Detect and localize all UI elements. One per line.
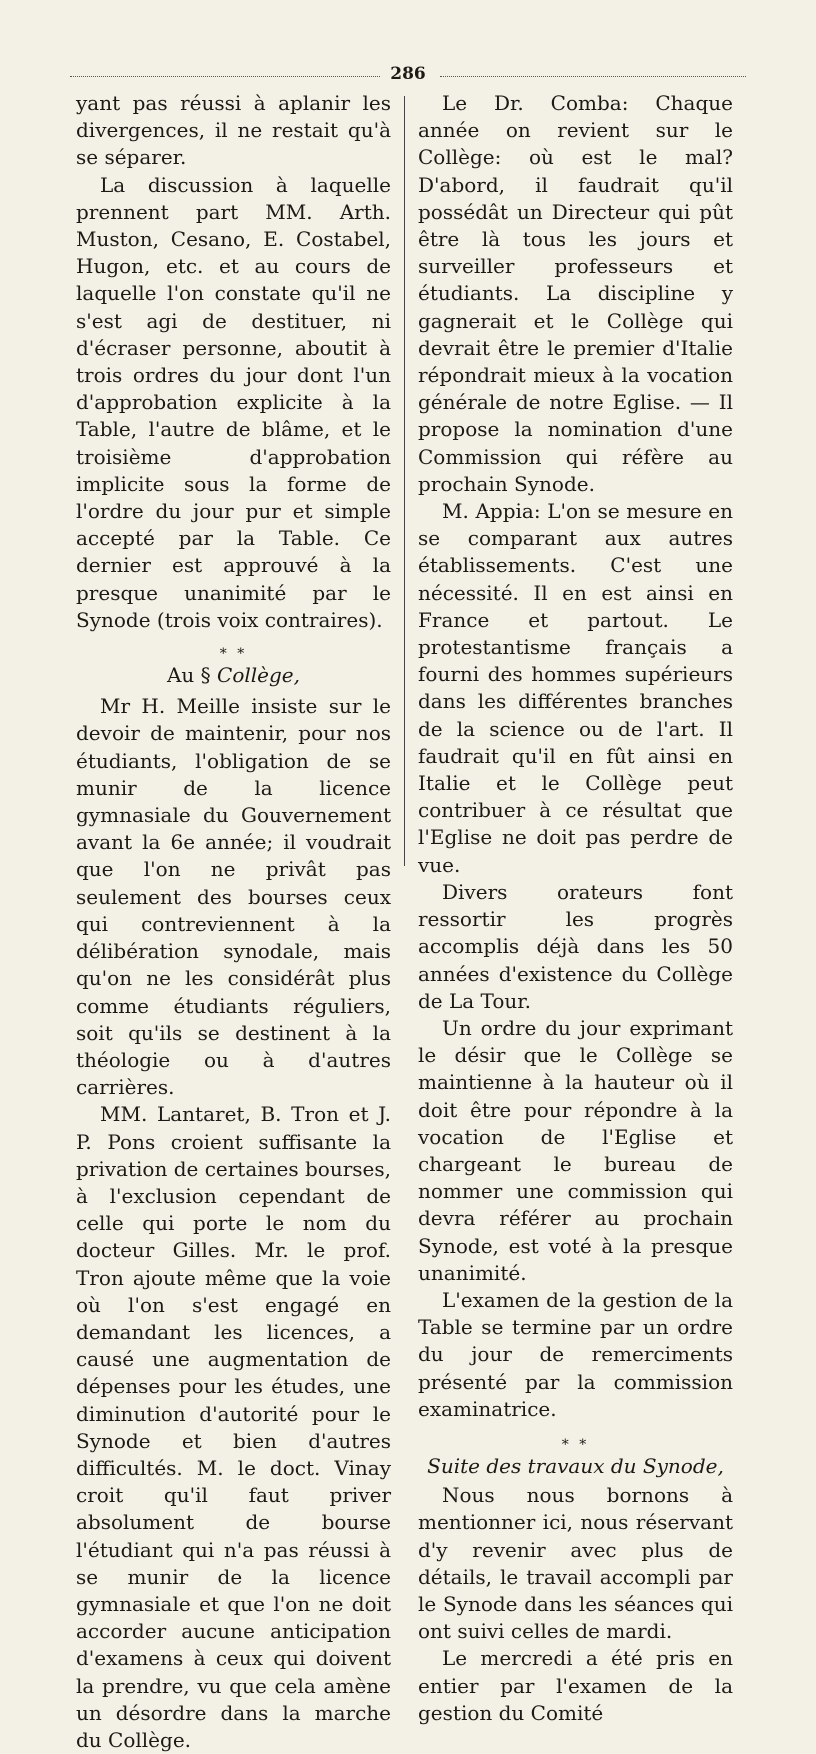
page-header <box>70 60 746 88</box>
right-column <box>418 90 733 1727</box>
left-paragraph-1: yant pas réussi à aplanir les divergences, il ne restait qu'à se séparer. <box>76 91 391 170</box>
left-paragraph-3: Mr H. Meille insiste sur le devoir de maintenir, pour nos étudiants, l'obligation de se munir de la licence gymnasiale du Gouvernement avant la 6e année; il voudrait que l'on ne privât pas seulement des bourses ceux qui contreviennent à la délibération synodale, mais qu'on ne les considérât plus comme étudiants réguliers, soit qu'ils se destinent à la théologie ou à d'autres carrières. <box>76 694 391 1100</box>
right-paragraph-1: Le Dr. Comba: Chaque année on revient sur le Collège: où est le mal? D'abord, il faudrait qu'il possédât un Directeur qui pût être là tous les jours et surveiller professeurs et étudiants. La discipline y gagnerait et le Collège qui devrait être le premier d'Italie répondrait mieux à la vocation générale de notre Eglise. — Il propose la nomination d'une Commission qui réfère au prochain Synode. <box>418 91 733 496</box>
right-paragraph-5: L'examen de la gestion de la Table se termine par un ordre du jour de remerciments présenté par la commission examinatrice. <box>418 1287 733 1421</box>
left-paragraph-4: MM. Lantaret, B. Tron et J. P. Pons croient suffisante la privation de certaines bourses, à l'exclusion cependant de celle qui porte le nom du docteur Gilles. Mr. le prof. Tron ajoute même que la voie où l'on s'est engagé en demandant les licences, a causé une augmentation de dépenses pour les études, une diminution d'autorité pour le Synode et bien d'autres difficultés. M. le doct. Vinay croit qu'il faut priver absolument de bourse l'étudiant qui n'a pas réussi à se munir de la licence gymnasiale et que l'on ne doit accorder aucune anticipation d'examens à ceux qui doivent la prendre, vu que cela amène un désordre dans la marche du Collège. <box>76 1102 391 1752</box>
page-number: 286 <box>390 64 426 84</box>
left-column <box>76 90 391 1754</box>
heading-italic: Collège, <box>217 663 300 688</box>
header-rule-right <box>440 76 746 77</box>
right-paragraph-2: M. Appia: L'on se mesure en se comparant aux autres établissements. C'est une nécessité. Il en est ainsi en France et partout. Le protestantisme français a fourni des hommes supérieurs dans les différentes branches de la science ou de l'art. Il faudrait qu'il en fût ainsi en Italie et le Collège peut contribuer à ce résultat que l'Eglise ne doit pas perdre de vue. <box>418 499 733 877</box>
section-stars: * * <box>219 646 248 663</box>
left-paragraph-2: La discussion à laquelle prennent part MM. Arth. Muston, Cesano, E. Costabel, Hugon, etc. et au cours de laquelle l'on constate qu'il ne s'est agi de destituer, ni d'écraser personne, aboutit à trois ordres du jour dont l'un d'approbation explicite à la Table, l'autre de blâme, et le troisième d'approbation implicite sous la forme de l'ordre du jour pur et simple accepté par la Table. Ce dernier est approuvé à la presque unanimité par le Synode (trois voix contraires). <box>76 172 391 632</box>
heading-prefix: Au § <box>166 663 211 688</box>
section-heading-college <box>76 646 391 689</box>
right-paragraph-6: Nous nous bornons à mentionner ici, nous réservant d'y revenir avec plus de détails, le travail accompli par le Synode dans les séances qui ont suivi celles de mardi. <box>418 1483 733 1644</box>
subheading: Suite des travaux du Synode, <box>427 1453 724 1478</box>
section-heading-synode <box>418 1437 733 1480</box>
right-paragraph-7: Le mercredi a été pris en entier par l'examen de la gestion du Comité <box>418 1646 733 1725</box>
section-stars-right: * * <box>561 1436 590 1453</box>
right-paragraph-3: Divers orateurs font ressortir les progrès accomplis déjà dans les 50 années d'existence du Collège de La Tour. <box>418 879 733 1013</box>
column-divider <box>404 96 405 866</box>
right-paragraph-4: Un ordre du jour exprimant le désir que le Collège se maintienne à la hauteur où il doit être pour répondre à la vocation de l'Eglise et chargeant le bureau de nommer une commission qui devra référer au prochain Synode, est voté à la presque unanimité. <box>418 1015 733 1285</box>
